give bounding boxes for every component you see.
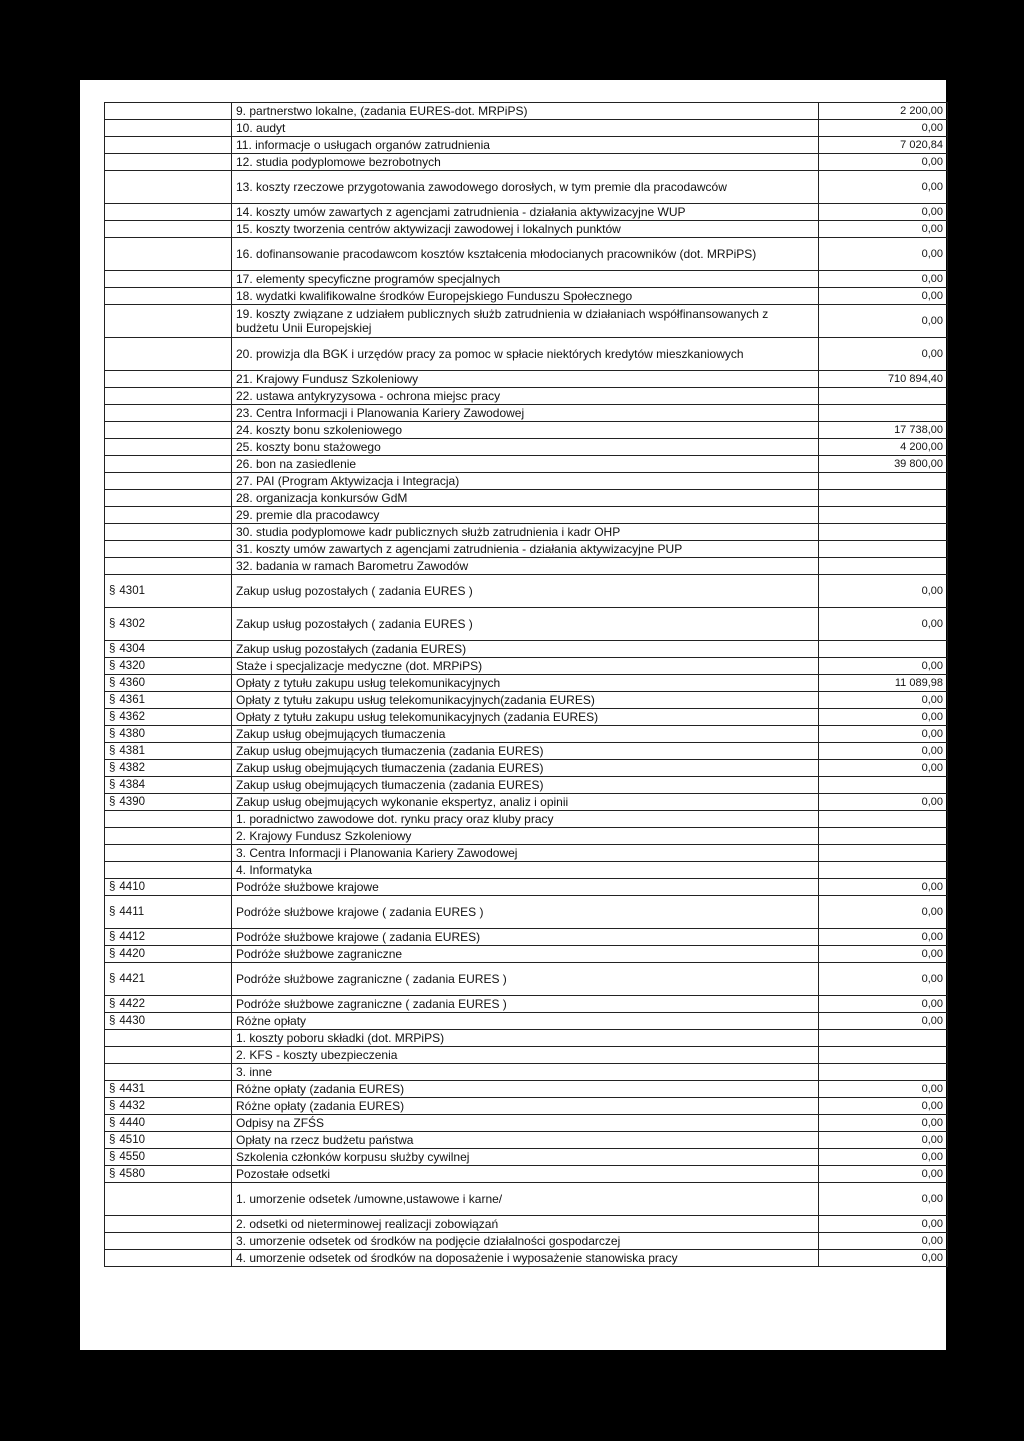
table-row <box>105 490 948 507</box>
paragraph-number: 4580 <box>119 1168 145 1180</box>
paragraph-number: 4382 <box>119 762 145 774</box>
paragraph-cell <box>105 896 232 929</box>
paragraph-cell <box>105 204 232 221</box>
paragraph-cell <box>105 1132 232 1149</box>
description-cell: 21. Krajowy Fundusz Szkoleniowy <box>232 371 819 388</box>
paragraph-number: 4411 <box>119 906 145 918</box>
description-cell: 4. umorzenie odsetek od środków na doposażenie i wyposażenie stanowiska pracy <box>232 1250 819 1267</box>
section-sign-icon: § <box>109 585 116 597</box>
paragraph-cell <box>105 996 232 1013</box>
paragraph-cell <box>105 692 232 709</box>
section-sign-icon: § <box>109 973 116 985</box>
table-row <box>105 422 948 439</box>
paragraph-cell <box>105 405 232 422</box>
table-row <box>105 456 948 473</box>
paragraph-cell <box>105 658 232 675</box>
table-row <box>105 137 948 154</box>
amount-cell <box>819 1030 948 1047</box>
table-row <box>105 221 948 238</box>
amount-cell: 0,00 <box>819 1166 948 1183</box>
paragraph-cell <box>105 171 232 204</box>
paragraph-number: 4422 <box>119 998 145 1010</box>
table-row <box>105 1115 948 1132</box>
paragraph-number: 4390 <box>119 796 145 808</box>
document-page <box>80 80 946 1350</box>
paragraph-cell <box>105 1064 232 1081</box>
amount-cell <box>819 405 948 422</box>
paragraph-cell <box>105 709 232 726</box>
amount-cell: 0,00 <box>819 1081 948 1098</box>
paragraph-cell <box>105 946 232 963</box>
paragraph-cell <box>105 137 232 154</box>
paragraph-cell <box>105 1115 232 1132</box>
paragraph-cell <box>105 271 232 288</box>
table-row <box>105 929 948 946</box>
section-sign-icon: § <box>109 1134 116 1146</box>
amount-cell: 0,00 <box>819 1183 948 1216</box>
paragraph-number: 4432 <box>119 1100 145 1112</box>
paragraph-cell <box>105 862 232 879</box>
description-cell: Zakup usług pozostałych ( zadania EURES ) <box>232 575 819 608</box>
amount-cell: 0,00 <box>819 929 948 946</box>
description-cell: Opłaty z tytułu zakupu usług telekomunikacyjnych <box>232 675 819 692</box>
table-row <box>105 405 948 422</box>
paragraph-cell <box>105 760 232 777</box>
description-cell: 1. umorzenie odsetek /umowne,ustawowe i karne/ <box>232 1183 819 1216</box>
paragraph-cell <box>105 675 232 692</box>
amount-cell: 0,00 <box>819 1013 948 1030</box>
amount-cell <box>819 1064 948 1081</box>
table-row <box>105 507 948 524</box>
amount-cell: 39 800,00 <box>819 456 948 473</box>
paragraph-number: 4420 <box>119 948 145 960</box>
paragraph-number: 4360 <box>119 677 145 689</box>
description-cell: Zakup usług pozostałych ( zadania EURES ) <box>232 608 819 641</box>
amount-cell: 0,00 <box>819 221 948 238</box>
amount-cell <box>819 641 948 658</box>
section-sign-icon: § <box>109 762 116 774</box>
paragraph-cell <box>105 238 232 271</box>
description-cell: Zakup usług obejmujących tłumaczenia (zadania EURES) <box>232 760 819 777</box>
paragraph-number: 4301 <box>119 585 145 597</box>
description-cell: Podróże służbowe zagraniczne <box>232 946 819 963</box>
table-row <box>105 1233 948 1250</box>
amount-cell: 0,00 <box>819 575 948 608</box>
table-row <box>105 473 948 490</box>
table-row <box>105 1013 948 1030</box>
description-cell: 2. odsetki od nieterminowej realizacji zobowiązań <box>232 1216 819 1233</box>
paragraph-number: 4362 <box>119 711 145 723</box>
amount-cell <box>819 388 948 405</box>
paragraph-cell <box>105 1216 232 1233</box>
paragraph-cell <box>105 388 232 405</box>
table-row <box>105 1030 948 1047</box>
paragraph-cell <box>105 1149 232 1166</box>
paragraph-cell <box>105 1250 232 1267</box>
description-cell: Podróże służbowe krajowe ( zadania EURES ) <box>232 896 819 929</box>
description-cell: 4. Informatyka <box>232 862 819 879</box>
table-row <box>105 120 948 137</box>
description-cell: 23. Centra Informacji i Planowania Kariery Zawodowej <box>232 405 819 422</box>
amount-cell: 0,00 <box>819 338 948 371</box>
paragraph-cell <box>105 338 232 371</box>
paragraph-cell <box>105 439 232 456</box>
description-cell: Zakup usług obejmujących tłumaczenia <box>232 726 819 743</box>
description-cell: Podróże służbowe zagraniczne ( zadania EURES ) <box>232 996 819 1013</box>
paragraph-number: 4421 <box>119 973 145 985</box>
description-cell: Opłaty na rzecz budżetu państwa <box>232 1132 819 1149</box>
description-cell: Staże i specjalizacje medyczne (dot. MRPiPS) <box>232 658 819 675</box>
table-row <box>105 760 948 777</box>
table-row <box>105 1216 948 1233</box>
amount-cell: 0,00 <box>819 1250 948 1267</box>
table-row <box>105 641 948 658</box>
table-row <box>105 1250 948 1267</box>
amount-cell <box>819 473 948 490</box>
section-sign-icon: § <box>109 779 116 791</box>
description-cell: 22. ustawa antykryzysowa - ochrona miejsc pracy <box>232 388 819 405</box>
paragraph-cell <box>105 641 232 658</box>
description-cell: 25. koszty bonu stażowego <box>232 439 819 456</box>
paragraph-cell <box>105 288 232 305</box>
budget-table <box>104 102 948 1267</box>
description-cell: Opłaty z tytułu zakupu usług telekomunikacyjnych(zadania EURES) <box>232 692 819 709</box>
paragraph-cell <box>105 371 232 388</box>
amount-cell: 0,00 <box>819 1115 948 1132</box>
section-sign-icon: § <box>109 643 116 655</box>
table-row <box>105 709 948 726</box>
paragraph-cell <box>105 1166 232 1183</box>
description-cell: 27. PAI (Program Aktywizacja i Integracja) <box>232 473 819 490</box>
amount-cell <box>819 558 948 575</box>
table-row <box>105 388 948 405</box>
paragraph-number: 4430 <box>119 1015 145 1027</box>
table-row <box>105 1166 948 1183</box>
table-row <box>105 238 948 271</box>
amount-cell: 17 738,00 <box>819 422 948 439</box>
paragraph-number: 4381 <box>119 745 145 757</box>
amount-cell <box>819 845 948 862</box>
table-row <box>105 1098 948 1115</box>
description-cell: 19. koszty związane z udziałem publicznych służb zatrudnienia w działaniach współfinansowanych z budżetu Unii Europejskiej <box>232 305 819 338</box>
description-cell: Pozostałe odsetki <box>232 1166 819 1183</box>
amount-cell <box>819 777 948 794</box>
description-cell: 12. studia podyplomowe bezrobotnych <box>232 154 819 171</box>
paragraph-cell <box>105 1047 232 1064</box>
description-cell: Szkolenia członków korpusu służby cywilnej <box>232 1149 819 1166</box>
table-row <box>105 608 948 641</box>
paragraph-cell <box>105 879 232 896</box>
paragraph-cell <box>105 558 232 575</box>
amount-cell: 2 200,00 <box>819 103 948 120</box>
amount-cell <box>819 1047 948 1064</box>
amount-cell: 0,00 <box>819 1149 948 1166</box>
table-row <box>105 338 948 371</box>
table-row <box>105 103 948 120</box>
description-cell: 3. inne <box>232 1064 819 1081</box>
description-cell: 26. bon na zasiedlenie <box>232 456 819 473</box>
table-row <box>105 658 948 675</box>
paragraph-number: 4361 <box>119 694 145 706</box>
paragraph-number: 4410 <box>119 881 145 893</box>
paragraph-cell <box>105 103 232 120</box>
paragraph-cell <box>105 777 232 794</box>
table-row <box>105 777 948 794</box>
table-row <box>105 845 948 862</box>
amount-cell: 0,00 <box>819 946 948 963</box>
section-sign-icon: § <box>109 1083 116 1095</box>
amount-cell: 0,00 <box>819 658 948 675</box>
description-cell: Zakup usług obejmujących wykonanie ekspertyz, analiz i opinii <box>232 794 819 811</box>
table-row <box>105 439 948 456</box>
paragraph-cell <box>105 743 232 760</box>
table-row <box>105 862 948 879</box>
amount-cell: 7 020,84 <box>819 137 948 154</box>
amount-cell: 0,00 <box>819 743 948 760</box>
section-sign-icon: § <box>109 1151 116 1163</box>
table-row <box>105 794 948 811</box>
paragraph-cell <box>105 845 232 862</box>
amount-cell: 0,00 <box>819 1216 948 1233</box>
paragraph-cell <box>105 221 232 238</box>
description-cell: 13. koszty rzeczowe przygotowania zawodowego dorosłych, w tym premie dla pracodawców <box>232 171 819 204</box>
paragraph-number: 4380 <box>119 728 145 740</box>
amount-cell: 0,00 <box>819 726 948 743</box>
table-row <box>105 1064 948 1081</box>
table-row <box>105 811 948 828</box>
paragraph-cell <box>105 929 232 946</box>
amount-cell: 0,00 <box>819 709 948 726</box>
section-sign-icon: § <box>109 998 116 1010</box>
table-row <box>105 946 948 963</box>
paragraph-number: 4302 <box>119 618 145 630</box>
description-cell: Odpisy na ZFŚS <box>232 1115 819 1132</box>
paragraph-cell <box>105 507 232 524</box>
paragraph-cell <box>105 794 232 811</box>
paragraph-cell <box>105 524 232 541</box>
description-cell: 16. dofinansowanie pracodawcom kosztów kształcenia młodocianych pracowników (dot. MRPiPS) <box>232 238 819 271</box>
description-cell: Podróże służbowe krajowe <box>232 879 819 896</box>
paragraph-cell <box>105 305 232 338</box>
amount-cell: 0,00 <box>819 288 948 305</box>
table-row <box>105 896 948 929</box>
table-row <box>105 675 948 692</box>
paragraph-number: 4412 <box>119 931 145 943</box>
paragraph-cell <box>105 456 232 473</box>
paragraph-cell <box>105 473 232 490</box>
paragraph-cell <box>105 726 232 743</box>
paragraph-number: 4304 <box>119 643 145 655</box>
description-cell: Różne opłaty (zadania EURES) <box>232 1081 819 1098</box>
amount-cell: 0,00 <box>819 963 948 996</box>
paragraph-number: 4431 <box>119 1083 145 1095</box>
description-cell: Zakup usług obejmujących tłumaczenia (zadania EURES) <box>232 743 819 760</box>
table-row <box>105 879 948 896</box>
paragraph-cell <box>105 1233 232 1250</box>
description-cell: 11. informacje o usługach organów zatrudnienia <box>232 137 819 154</box>
table-row <box>105 963 948 996</box>
table-row <box>105 575 948 608</box>
amount-cell: 0,00 <box>819 271 948 288</box>
amount-cell: 0,00 <box>819 1132 948 1149</box>
description-cell: 29. premie dla pracodawcy <box>232 507 819 524</box>
amount-cell: 0,00 <box>819 120 948 137</box>
section-sign-icon: § <box>109 796 116 808</box>
description-cell: Zakup usług obejmujących tłumaczenia (zadania EURES) <box>232 777 819 794</box>
paragraph-number: 4510 <box>119 1134 145 1146</box>
description-cell: 15. koszty tworzenia centrów aktywizacji zawodowej i lokalnych punktów <box>232 221 819 238</box>
amount-cell: 0,00 <box>819 171 948 204</box>
amount-cell: 0,00 <box>819 879 948 896</box>
section-sign-icon: § <box>109 931 116 943</box>
amount-cell <box>819 490 948 507</box>
description-cell: 3. umorzenie odsetek od środków na podjęcie działalności gospodarczej <box>232 1233 819 1250</box>
description-cell: 20. prowizja dla BGK i urzędów pracy za pomoc w spłacie niektórych kredytów mieszkaniowych <box>232 338 819 371</box>
amount-cell: 0,00 <box>819 238 948 271</box>
table-row <box>105 828 948 845</box>
paragraph-cell <box>105 811 232 828</box>
table-row <box>105 154 948 171</box>
description-cell: 14. koszty umów zawartych z agencjami zatrudnienia - działania aktywizacyjne WUP <box>232 204 819 221</box>
amount-cell <box>819 811 948 828</box>
paragraph-cell <box>105 963 232 996</box>
amount-cell <box>819 541 948 558</box>
table-row <box>105 371 948 388</box>
section-sign-icon: § <box>109 948 116 960</box>
description-cell: 3. Centra Informacji i Planowania Kariery Zawodowej <box>232 845 819 862</box>
table-row <box>105 288 948 305</box>
description-cell: 1. koszty poboru składki (dot. MRPiPS) <box>232 1030 819 1047</box>
amount-cell: 0,00 <box>819 154 948 171</box>
amount-cell: 0,00 <box>819 760 948 777</box>
paragraph-number: 4320 <box>119 660 145 672</box>
table-row <box>105 1132 948 1149</box>
description-cell: 9. partnerstwo lokalne, (zadania EURES-dot. MRPiPS) <box>232 103 819 120</box>
description-cell: 1. poradnictwo zawodowe dot. rynku pracy oraz kluby pracy <box>232 811 819 828</box>
paragraph-cell <box>105 1030 232 1047</box>
paragraph-cell <box>105 490 232 507</box>
paragraph-cell <box>105 422 232 439</box>
section-sign-icon: § <box>109 677 116 689</box>
paragraph-cell <box>105 1098 232 1115</box>
table-row <box>105 171 948 204</box>
table-row <box>105 743 948 760</box>
section-sign-icon: § <box>109 1168 116 1180</box>
amount-cell <box>819 507 948 524</box>
section-sign-icon: § <box>109 906 116 918</box>
section-sign-icon: § <box>109 694 116 706</box>
description-cell: 31. koszty umów zawartych z agencjami zatrudnienia - działania aktywizacyjne PUP <box>232 541 819 558</box>
paragraph-cell <box>105 120 232 137</box>
section-sign-icon: § <box>109 618 116 630</box>
description-cell: 30. studia podyplomowe kadr publicznych służb zatrudnienia i kadr OHP <box>232 524 819 541</box>
table-row <box>105 1081 948 1098</box>
amount-cell: 0,00 <box>819 1233 948 1250</box>
description-cell: Różne opłaty <box>232 1013 819 1030</box>
section-sign-icon: § <box>109 728 116 740</box>
amount-cell: 0,00 <box>819 1098 948 1115</box>
section-sign-icon: § <box>109 1117 116 1129</box>
section-sign-icon: § <box>109 711 116 723</box>
description-cell: 28. organizacja konkursów GdM <box>232 490 819 507</box>
paragraph-number: 4440 <box>119 1117 145 1129</box>
table-row <box>105 726 948 743</box>
amount-cell <box>819 524 948 541</box>
paragraph-number: 4384 <box>119 779 145 791</box>
table-row <box>105 558 948 575</box>
table-row <box>105 204 948 221</box>
description-cell: 24. koszty bonu szkoleniowego <box>232 422 819 439</box>
paragraph-cell <box>105 1183 232 1216</box>
paragraph-cell <box>105 1081 232 1098</box>
table-row <box>105 692 948 709</box>
description-cell: 2. KFS - koszty ubezpieczenia <box>232 1047 819 1064</box>
description-cell: 2. Krajowy Fundusz Szkoleniowy <box>232 828 819 845</box>
table-row <box>105 305 948 338</box>
section-sign-icon: § <box>109 1015 116 1027</box>
amount-cell: 0,00 <box>819 896 948 929</box>
amount-cell: 0,00 <box>819 996 948 1013</box>
section-sign-icon: § <box>109 1100 116 1112</box>
amount-cell: 11 089,98 <box>819 675 948 692</box>
paragraph-cell <box>105 608 232 641</box>
table-row <box>105 271 948 288</box>
paragraph-cell <box>105 828 232 845</box>
description-cell: 18. wydatki kwalifikowalne środków Europejskiego Funduszu Społecznego <box>232 288 819 305</box>
paragraph-number: 4550 <box>119 1151 145 1163</box>
amount-cell: 0,00 <box>819 794 948 811</box>
amount-cell: 4 200,00 <box>819 439 948 456</box>
description-cell: 32. badania w ramach Barometru Zawodów <box>232 558 819 575</box>
table-row <box>105 524 948 541</box>
description-cell: Zakup usług pozostałych (zadania EURES) <box>232 641 819 658</box>
amount-cell <box>819 828 948 845</box>
paragraph-cell <box>105 575 232 608</box>
description-cell: 10. audyt <box>232 120 819 137</box>
amount-cell: 0,00 <box>819 692 948 709</box>
table-row <box>105 996 948 1013</box>
table-row <box>105 1149 948 1166</box>
table-row <box>105 1047 948 1064</box>
description-cell: Różne opłaty (zadania EURES) <box>232 1098 819 1115</box>
table-row <box>105 1183 948 1216</box>
section-sign-icon: § <box>109 881 116 893</box>
paragraph-cell <box>105 1013 232 1030</box>
amount-cell: 0,00 <box>819 204 948 221</box>
table-row <box>105 541 948 558</box>
description-cell: 17. elementy specyficzne programów specjalnych <box>232 271 819 288</box>
paragraph-cell <box>105 541 232 558</box>
description-cell: Podróże służbowe krajowe ( zadania EURES) <box>232 929 819 946</box>
description-cell: Opłaty z tytułu zakupu usług telekomunikacyjnych (zadania EURES) <box>232 709 819 726</box>
amount-cell <box>819 862 948 879</box>
amount-cell: 0,00 <box>819 305 948 338</box>
section-sign-icon: § <box>109 745 116 757</box>
paragraph-cell <box>105 154 232 171</box>
section-sign-icon: § <box>109 660 116 672</box>
description-cell: Podróże służbowe zagraniczne ( zadania EURES ) <box>232 963 819 996</box>
amount-cell: 0,00 <box>819 608 948 641</box>
amount-cell: 710 894,40 <box>819 371 948 388</box>
